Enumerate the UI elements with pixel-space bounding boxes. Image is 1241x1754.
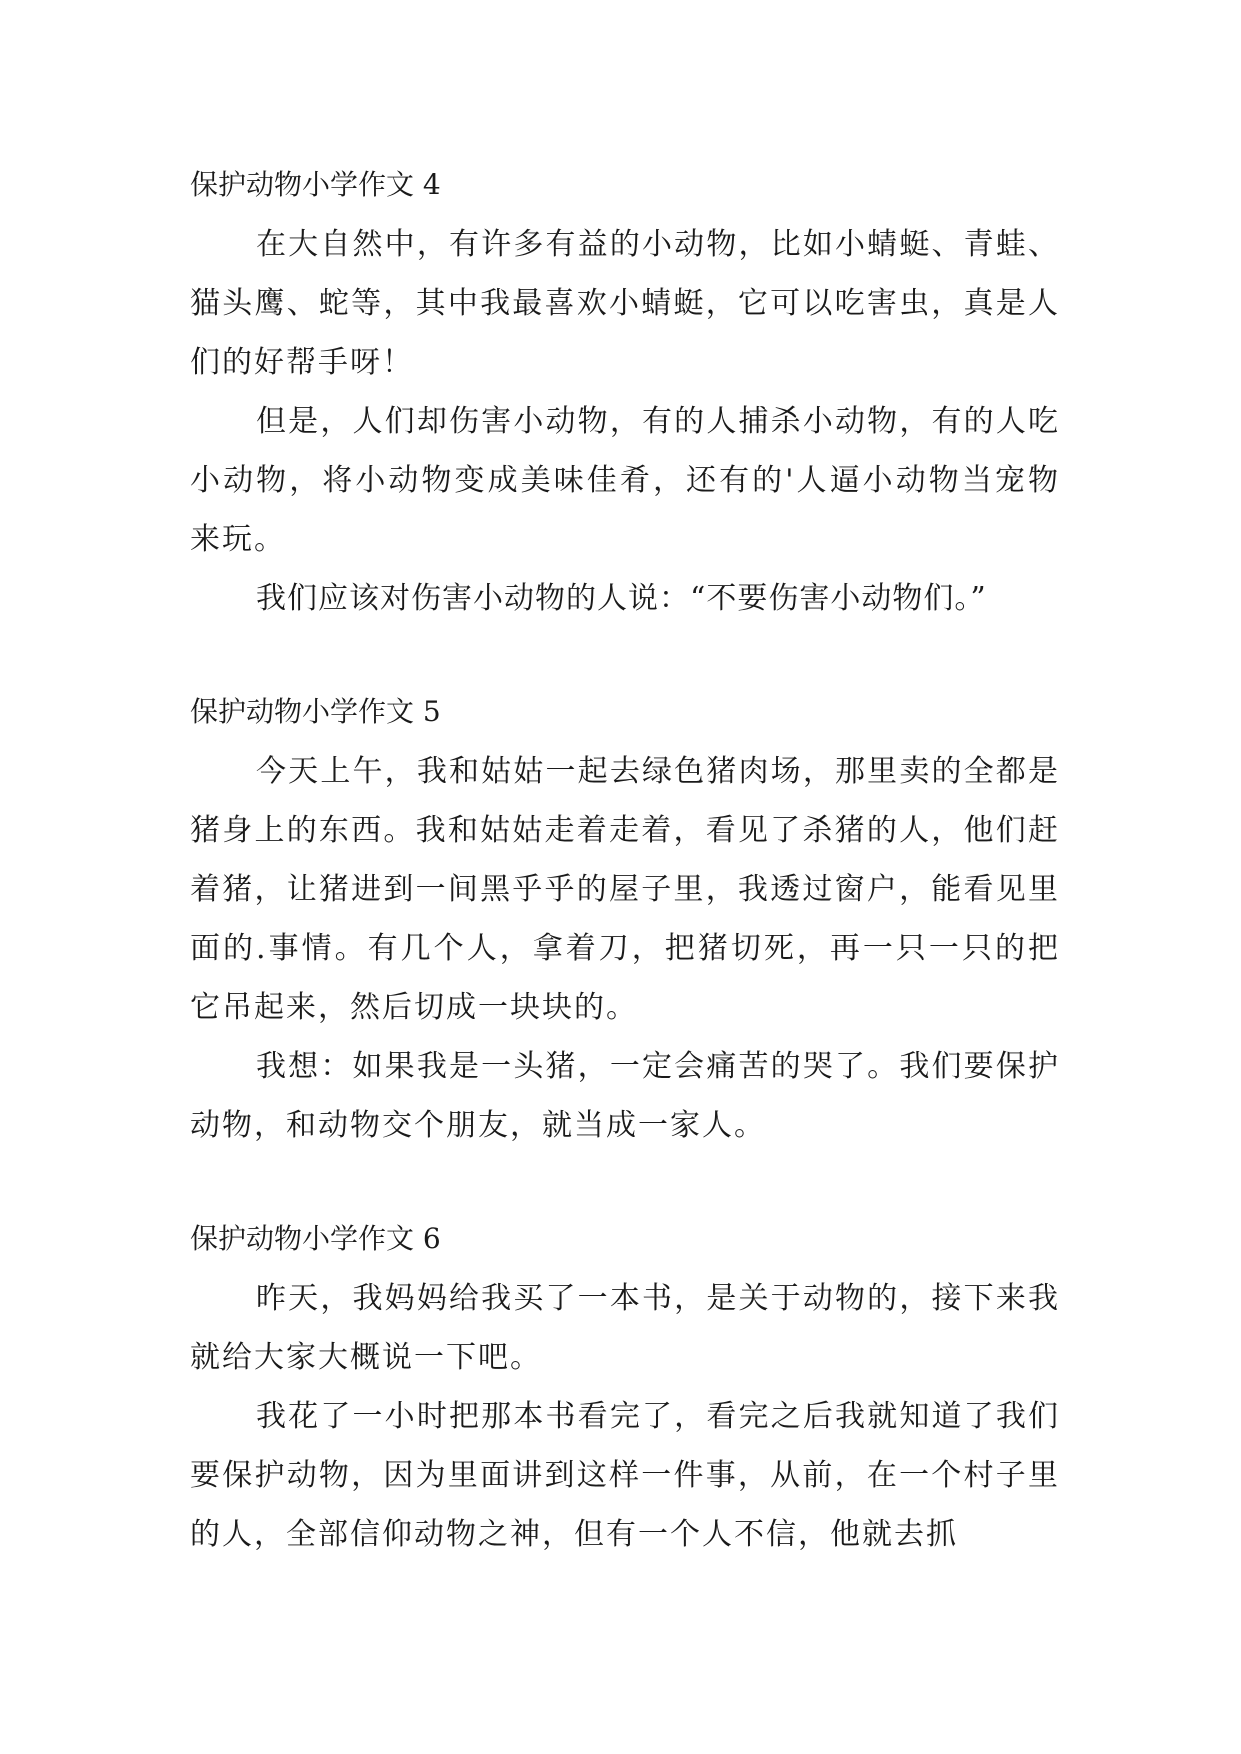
section-heading: 保护动物小学作文 4	[190, 168, 441, 201]
paragraph: 在大自然中，有许多有益的小动物，比如小蜻蜓、青蛙、猫头鹰、蛇等，其中我最喜欢小蜻蜓，它可以吃害虫，真是人们的好帮手呀！	[190, 227, 1060, 380]
section-heading: 保护动物小学作文 6	[190, 1222, 441, 1255]
document-page	[190, 155, 1060, 1564]
essay-section-6	[190, 1209, 1060, 1564]
paragraph: 我花了一小时把那本书看完了，看完之后我就知道了我们要保护动物，因为里面讲到这样一件事，从前，在一个村子里的人，全部信仰动物之神，但有一个人不信，他就去抓	[190, 1399, 1060, 1552]
section-heading: 保护动物小学作文 5	[190, 695, 441, 728]
paragraph: 今天上午，我和姑姑一起去绿色猪肉场，那里卖的全都是猪身上的东西。我和姑姑走着走着，看见了杀猪的人，他们赶着猪，让猪进到一间黑乎乎的屋子里，我透过窗户，能看见里面的.事情。有几个人，拿着刀，把猪切死，再一只一只的把它吊起来，然后切成一块块的。	[190, 754, 1060, 1025]
paragraph: 我们应该对伤害小动物的人说：“不要伤害小动物们。”	[256, 581, 987, 616]
paragraph: 昨天，我妈妈给我买了一本书，是关于动物的，接下来我就给大家大概说一下吧。	[190, 1281, 1060, 1375]
paragraph: 我想：如果我是一头猪，一定会痛苦的哭了。我们要保护动物，和动物交个朋友，就当成一家人。	[190, 1049, 1060, 1143]
paragraph: 但是，人们却伤害小动物，有的人捕杀小动物，有的人吃小动物，将小动物变成美味佳肴，还有的'人逼小动物当宠物来玩。	[190, 404, 1060, 557]
essay-section-4	[190, 155, 1060, 628]
essay-section-5	[190, 682, 1060, 1155]
